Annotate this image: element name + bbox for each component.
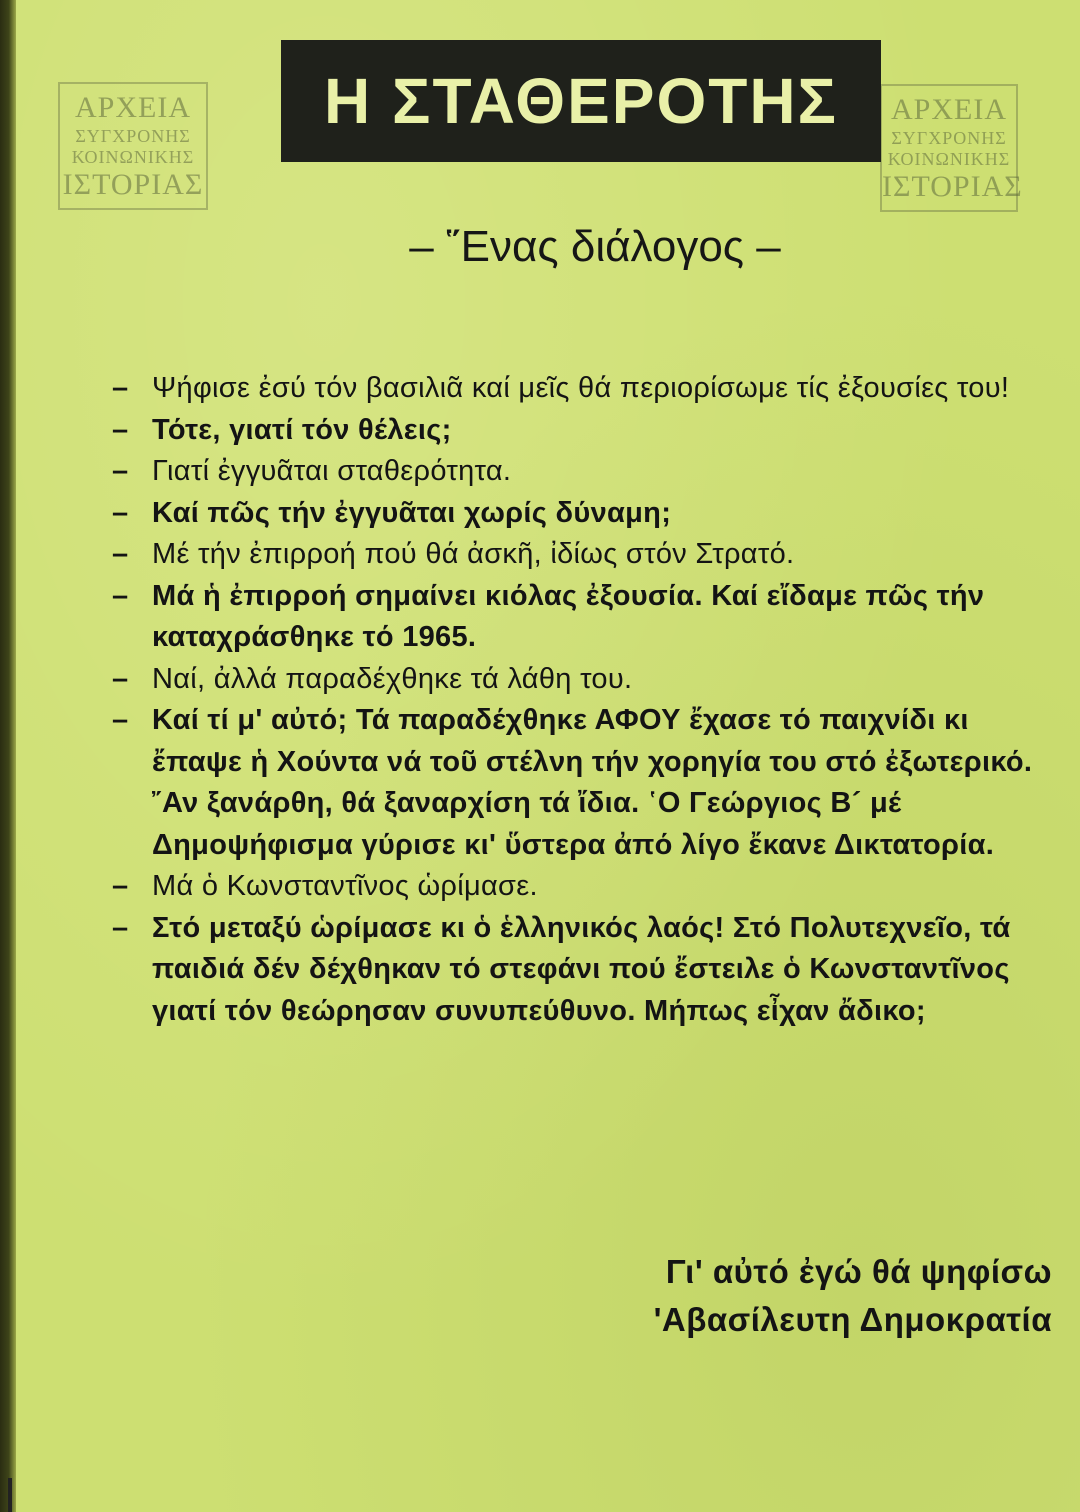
watermark-line: ΑΡΧΕΙΑ <box>75 91 191 124</box>
dialogue-dash: – <box>112 704 129 736</box>
dialogue-line <box>112 410 1062 452</box>
signature-line: Γι' αὐτό ἐγώ θά ψηφίσω <box>665 1253 1052 1290</box>
dialogue-text: Ναί, ἀλλά παραδέχθηκε τά λάθη του. <box>152 662 633 695</box>
signature-block <box>654 1248 1052 1344</box>
dialogue-dash: – <box>112 911 129 944</box>
dialogue-dash: – <box>112 870 129 902</box>
dialogue-line <box>112 866 1062 908</box>
dialogue-line <box>112 908 1062 1033</box>
dialogue-line <box>112 783 1062 866</box>
signature-line: 'Αβασίλευτη Δημοκρατία <box>653 1301 1052 1338</box>
dialogue-line <box>112 493 1062 535</box>
page-title: Η ΣΤΑΘΕΡΟΤΗΣ <box>324 65 838 137</box>
dialogue-line <box>112 576 1062 659</box>
dialogue-line <box>112 451 1062 493</box>
dialogue-line <box>112 659 1062 701</box>
dialogue-text: Στό μεταξύ ὡρίμασε κι ὁ ἑλληνικός λαός! Στό Πολυτεχνεῖο, τά παιδιά δέν δέχθηκαν τό στεφάνι πού ἔστειλε ὁ Κωνσταντῖνος γιατί τόν θεώρησαν συνυπεύθυνο. Μήπως εἶχαν ἄδικο; <box>152 911 1011 1027</box>
archive-watermark-right <box>880 84 1023 212</box>
dialogue-dash: – <box>112 538 129 570</box>
dialogue-dash: – <box>112 455 129 487</box>
dialogue-line <box>112 700 1062 783</box>
archive-watermark-left <box>58 82 208 210</box>
page-subtitle: – ῞Ενας διάλογος – <box>409 222 781 271</box>
watermark-line: ΙΣΤΟΡΙΑΣ <box>62 168 204 201</box>
watermark-line: ΑΡΧΕΙΑ <box>891 93 1007 126</box>
dialogue-text: Καί πῶς τήν ἐγγυᾶται χωρίς δύναμη; <box>152 496 672 529</box>
dialogue-text: Ψήφισε ἐσύ τόν βασιλιᾶ καί μεῖς θά περιορίσωμε τίς ἐξουσίες του! <box>152 372 1010 404</box>
watermark-line: ΣΥΓΧΡΟΝΗΣ <box>75 126 191 146</box>
watermark-line: ΙΣΤΟΡΙΑΣ <box>882 170 1023 203</box>
watermark-line: ΚΟΙΝΩΝΙΚΗΣ <box>71 147 195 167</box>
dialogue-line <box>112 368 1062 410</box>
watermark-line: ΚΟΙΝΩΝΙΚΗΣ <box>887 149 1011 169</box>
scan-edge-mark <box>8 1478 12 1512</box>
title-banner <box>281 40 881 162</box>
dialogue-text: Μέ τήν ἐπιρροή πού θά ἀσκῆ, ἰδίως στόν Στρατό. <box>152 538 795 570</box>
dialogue-text: ῎Αν ξανάρθη, θά ξαναρχίση τά ἴδια. ῾Ο Γεώργιος Β´ μέ Δημοψήφισμα γύρισε κι' ὕστερα ἀπό λίγο ἔκανε Δικτατορία. <box>152 787 995 861</box>
dialogue-text: Μά ἡ ἐπιρροή σημαίνει κιόλας ἐξουσία. Καί εἴδαμε πῶς τήν καταχράσθηκε τό 1965. <box>152 579 985 653</box>
watermark-line: ΣΥΓΧΡΟΝΗΣ <box>891 128 1007 148</box>
dialogue-text: Γιατί ἐγγυᾶται σταθερότητα. <box>152 455 512 487</box>
dialogue-dash: – <box>112 496 129 529</box>
dialogue-dash: – <box>112 372 129 404</box>
dialogue-text: Μά ὁ Κωνσταντῖνος ὡρίμασε. <box>152 870 538 902</box>
dialogue-text: Τότε, γιατί τόν θέλεις; <box>152 413 452 446</box>
dialogue-dash: – <box>112 413 129 446</box>
dialogue-block <box>112 368 1062 1032</box>
dialogue-dash: – <box>112 662 129 695</box>
dialogue-dash: – <box>112 579 129 612</box>
dialogue-line <box>112 534 1062 576</box>
dialogue-text: Καί τί μ' αὐτό; Τά παραδέχθηκε ΑΦΟΥ ἔχασε τό παιχνίδι κι ἔπαψε ἡ Χούντα νά τοῦ στέλνη τήν χορηγία του στό ἐξωτερικό. <box>152 704 1033 778</box>
